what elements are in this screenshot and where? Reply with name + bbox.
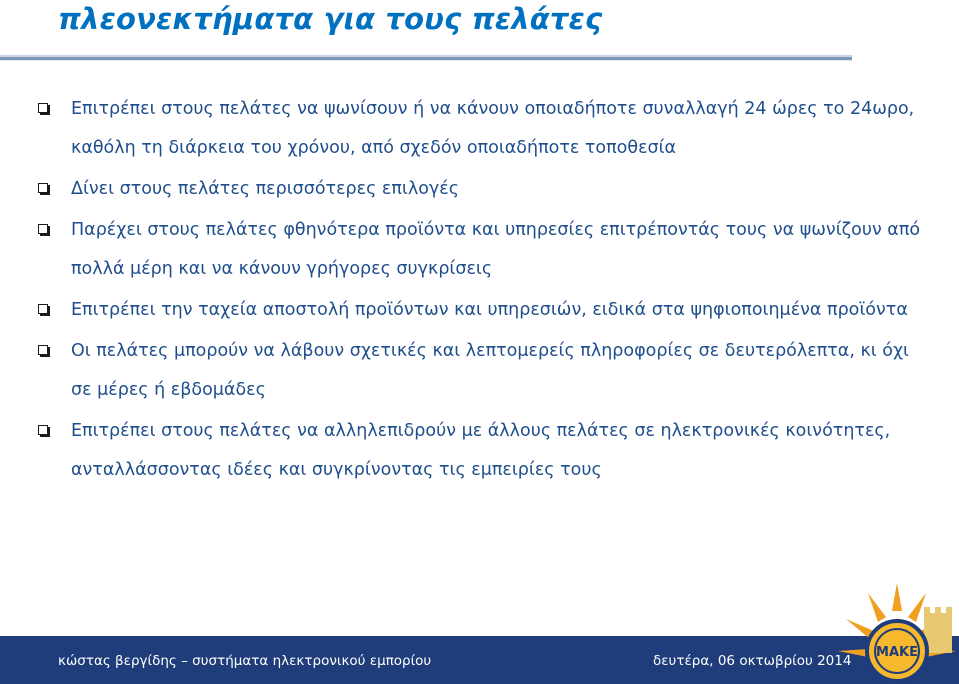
- list-item: [38, 412, 928, 490]
- make-logo-icon: [838, 583, 956, 684]
- bullet-text: Επιτρέπει στους πελάτες να αλληλεπιδρούν με άλλους πελάτες σε ηλεκτρονικές κοινότητες, ανταλλάσσοντας ιδέες και συγκρίνοντας τις εμπειρίες τους: [71, 421, 891, 480]
- slide-title: πλεονεκτήματα για τους πελάτες: [58, 2, 603, 36]
- bullet-text: Οι πελάτες μπορούν να λάβουν σχετικές και λεπτομερείς πληροφορίες σε δευτερόλεπτα, κι όχι σε μέρες ή εβδομάδες: [71, 341, 909, 400]
- checkbox-bullet-icon: [38, 345, 48, 355]
- title-divider: [0, 55, 852, 61]
- checkbox-bullet-icon: [38, 425, 48, 435]
- bullet-text: Επιτρέπει την ταχεία αποστολή προϊόντων και υπηρεσιών, ειδικά στα ψηφιοποιημένα προϊόντα: [71, 300, 908, 320]
- bullet-list: [38, 90, 928, 492]
- list-item: [38, 170, 928, 209]
- checkbox-bullet-icon: [38, 103, 48, 113]
- list-item: [38, 332, 928, 410]
- list-item: [38, 90, 928, 168]
- bullet-text: Παρέχει στους πελάτες φθηνότερα προϊόντα και υπηρεσίες επιτρέποντάς τους να ψωνίζουν από πολλά μέρη και να κάνουν γρήγορες συγκρίσεις: [71, 220, 921, 279]
- footer-bar: [0, 636, 959, 684]
- footer-date: δευτέρα, 06 οκτωβρίου 2014: [653, 653, 852, 669]
- logo-text: ΜΑΚΕ: [876, 645, 918, 660]
- checkbox-bullet-icon: [38, 304, 48, 314]
- bullet-text: Δίνει στους πελάτες περισσότερες επιλογές: [71, 179, 459, 199]
- checkbox-bullet-icon: [38, 224, 48, 234]
- list-item: [38, 211, 928, 289]
- list-item: [38, 291, 928, 330]
- bullet-text: Επιτρέπει στους πελάτες να ψωνίσουν ή να κάνουν οποιαδήποτε συναλλαγή 24 ώρες το 24ωρο, καθόλη τη διάρκεια του χρόνου, από σχεδόν οποιαδήποτε τοποθεσία: [71, 99, 915, 158]
- checkbox-bullet-icon: [38, 183, 48, 193]
- footer-author: κώστας βεργίδης – συστήματα ηλεκτρονικού εμπορίου: [58, 653, 432, 669]
